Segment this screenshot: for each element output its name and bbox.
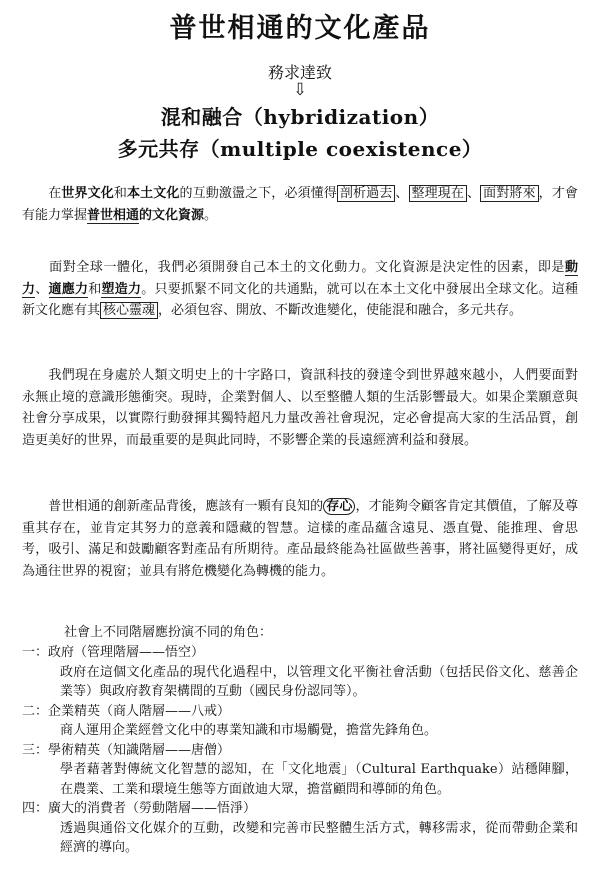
role-description: 商人運用企業經營文化中的專業知識和市場觸覺，擔當先鋒角色。 xyxy=(60,723,438,738)
paragraph-2: 面對全球一體化，我們必須開發自己本土的文化動力。文化資源是決定性的因素，即是動力、適應力和塑造力。只要抓緊不同文化的共通點，就可以在本土文化中發展出全球文化。這種新文化應有其 核心靈魂 ，必須包容、開放、不斷改進變化，使能混和融合，多元共存。 xyxy=(22,260,578,318)
underlined-term: 適應力 xyxy=(48,281,89,297)
marked-term: 面對將來 xyxy=(480,185,538,202)
marked-term: 核心靈魂 xyxy=(100,302,158,319)
paragraph-1: 在世界文化和本土文化的互動激盪之下，必須懂得 剖析過去 、 整理現在 、 面對將來 ，才會有能力掌握普世相通的文化資源。 xyxy=(22,186,578,223)
roles-intro: 社會上不同階層應扮演不同的角色： xyxy=(64,625,273,640)
subtitle: 務求達致 xyxy=(267,63,332,82)
role-title: 三：學術精英（知識階層——唐僧） xyxy=(22,742,231,758)
role-description: 透過與通俗文化媒介的互動，改變和完善市民整體生活方式，轉移需求，從而帶動企業和經濟的導向。 xyxy=(60,820,578,855)
paragraph-4: 普世相通的創新產品背後，應該有一顆有良知的 存心 ，才能夠令顧客肯定其價值，了解及尊重其存在，並肯定其努力的意義和隱藏的智慧。這樣的產品蘊含遠見、憑直覺、能推理、會思考，吸引、滿足和鼓勵顧客對產品有所期待。產品最終能為社區做些善事，將社區變得更好，成為通往世界的視窗；並具有將危機變化為轉機的能力。 xyxy=(22,499,578,579)
role-title: 一：政府（管理階層——悟空） xyxy=(22,645,205,660)
marked-term: 剖析過去 xyxy=(337,185,395,202)
underlined-term: 普世相通 xyxy=(87,207,140,223)
marked-term: 整理現在 xyxy=(409,185,467,202)
bold-term: 世界文化 xyxy=(61,186,114,201)
underlined-term: 塑造力 xyxy=(101,281,142,297)
paragraph-3: 我們現在身處於人類文明史上的十字路口，資訊科技的發達令到世界越來越小，人們要面對永無止境的意識形態衝突。現時，企業對個人、以至整體人類的生活影響最大。如果企業願意與社會分享成果，以實際行動發揮其獨特超凡力量改善社會現況，定必會提高大家的生活品質，創造更美好的世界，而最重要的是與此同時，不影響企業的長遠經濟利益和發展。 xyxy=(22,368,578,448)
underlined-term: 動力 xyxy=(22,260,578,297)
role-description: 政府在這個文化產品的現代化過程中，以管理文化平衡社會活動（包括民俗文化、慈善企業等）與政府教育架構間的互動（國民身份認同等）。 xyxy=(60,664,578,699)
role-title: 二：企業精英（商人階層——八戒） xyxy=(22,703,231,719)
role-description: 學者藉著對傳統文化智慧的認知，在「文化地震」（Cultural Earthquake）站穩陣腳，在農業、工業和環境生態等方面啟迪大眾，擔當顧問和導師的角色。 xyxy=(60,762,578,797)
bold-term: 本土文化 xyxy=(126,186,180,201)
circled-term: 存心 xyxy=(323,498,355,515)
role-title: 四：廣大的消費者（勞動階層——悟淨） xyxy=(22,801,257,816)
down-arrow-icon: ⇩ xyxy=(292,80,308,100)
heading-coexistence: 多元共存（multiple coexistence） xyxy=(117,137,483,161)
heading-hybridization: 混和融合（hybridization） xyxy=(160,105,440,129)
roles-list xyxy=(22,643,578,858)
page-title: 普世相通的文化產品 xyxy=(169,13,431,44)
